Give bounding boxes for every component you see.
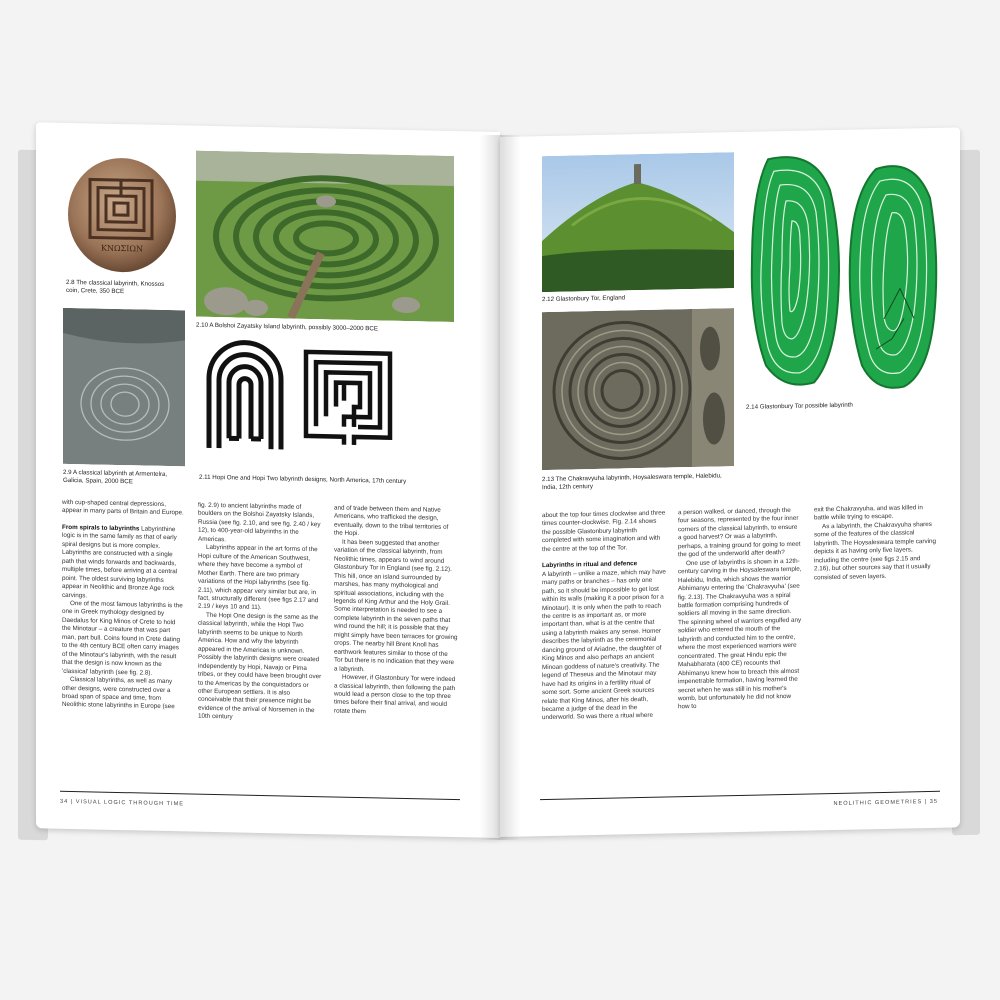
section-heading: From spirals to labyrinths [62,523,140,533]
coin-inscription: ΚΝΩΣΙΩΝ [100,243,144,254]
caption-fig-2-14: 2.14 Glastonbury Tor possible labyrinth [746,401,853,411]
paragraph: exit the Chakravyuha, and was killed in battle while trying to escape. [814,504,923,522]
caption-fig-2-8: 2.8 The classical labyrinth, Knossos coin, Crete, 350 BCE [66,278,165,295]
chakravyuha-carving-photo [542,308,734,470]
caption-fig-2-13: 2.13 The Chakravyuha labyrinth, Hoysaleswara temple, Halebidu, India, 12th century [542,472,722,491]
left-folio: 34 | VISUAL LOGIC THROUGH TIME [60,798,184,808]
paragraph: One use of labyrinths is shown in a 12th-century carving in the Hoysaleswara temple, Halebidu, India, which shows the warrior Abhimanyu entering the 'Chakravyuha' (see fig. 2.13). The Chakravyuha was a spiral battle formation comprising hundreds of soldiers all moving in the same direction. The spinning wheel of warriors engulfed any soldier who entered the mouth of the labyrinth and conducted him to the centre, where the most experienced warriors were concentrated. The great Hindu epic the Mahabharata (400 CE) recounts that Abhimanyu knew how to breach this almost impenetrable formation, having learned the secret when he was still in his mother's womb, but unfortunately he did not know how to [678,557,802,711]
tor-model-right [850,165,937,389]
right-column-2 [678,507,802,712]
paragraph: and of trade between them and Native Americans, who trafficked the design, eventually, down to the tribal territories of the Hopi. [334,504,449,538]
knossos-coin-image [66,155,178,275]
left-page [36,122,500,838]
paragraph: A labyrinth – unlike a maze, which may have many paths or branches – has only one path, so it should be impossible to get lost within its walls (making it a poor prison for a Minotaur). It is only when the path to reach the centre is as important as, or more important than, what is at the centre that using a labyrinth makes any sense. Homer describes the labyrinth as the ceremonial dancing ground of Ariadne, the daughter of King Minos and also perhaps an ancient Minoan goddess of nature's creativity. The legend of Theseus and the Minotaur may have had its origins in a fertility ritual of some sort. Some ancient Greek sources relate that King Minos, after his death, became a judge of the dead in the underworld. So was there a ritual where [542,568,666,722]
footer-rule [540,791,940,800]
right-column-1 [542,510,666,723]
caption-fig-2-11: 2.11 Hopi One and Hopi Two labyrinth designs, North America, 17th century [199,473,407,486]
armentelra-rock-labyrinth-photo [63,308,185,467]
paragraph: fig. 2.9) to ancient labyrinths made of boulders on the Bolshoi Zayatsky Islands, Russia (see fig. 2.10, and see fig. 2.40 / key 12), to 400-year-old labyrinths in the Americas. [198,501,321,544]
glastonbury-tor-photo [542,152,734,292]
caption-fig-2-9: 2.9 A classical labyrinth at Armentelra, Galicia, Spain, 2000 BCE [63,468,168,485]
paragraph: As a labyrinth, the Chakravyuha shares some of the features of the classical labyrinth. The Hoysaleswara temple carving depicts it as having only five layers, including the centre (see figs 2.15 and 2.16), but other sources say that it usually consisted of seven layers. [814,520,937,582]
hopi-two-labyrinth-drawing [298,344,398,450]
caption-fig-2-10: 2.10 A Bolshoi Zayatsky Island labyrinth, possibly 3000–2000 BCE [196,321,378,333]
paragraph: Labyrinths appear in the art forms of the Hopi culture of the American Southwest, where they have become a symbol of Mother Earth. There are two primary variations of the Hopi labyrinths (see fig. 2.11), which appear very similar but are, in fact, structurally different (see figs 2.17 and 2.19 / keys 10 and 11). [198,544,319,612]
paragraph: with cup-shaped central depressions, appear in many parts of Britain and Europe. [62,498,184,517]
paragraph: a person walked, or danced, through the four seasons, represented by the four inner corners of the classical labyrinth, to ensure a good harvest? Or was a labyrinth, perhaps, a training ground for going to meet the god of the underworld after death? [678,506,801,559]
paragraph: The Hopi One design is the same as the classical labyrinth, while the Hopi Two labyrinth seems to be unique to North America. How and why the labyrinth appeared in the Americas is unknown. Possibly the labyrinth designs were created independently by Hopi, Navajo or Pima tribes, or they could have been brought over to the Americas by the conquistadors or other European settlers. It is also conceivable that their presence might be evidence of the arrival of Norsemen in the 10th century [198,611,322,721]
footer-rule [60,791,460,800]
tor-model-left [752,156,839,386]
left-column-1 [62,499,184,712]
right-column-3 [814,504,938,583]
right-folio: NEOLITHIC GEOMETRIES | 35 [833,798,938,808]
paragraph: However, if Glastonbury Tor were indeed a classical labyrinth, then following the path would lead a person close to the top three times before their final arrival, and would rotate them [334,673,456,716]
section-heading: Labyrinths in ritual and defence [542,560,638,570]
caption-fig-2-12: 2.12 Glastonbury Tor, England [542,294,626,304]
right-page [500,127,960,837]
paragraph: about the top four times clockwise and three times counter-clockwise. Fig. 2.14 shows the possible Glastonbury labyrinth completed with some imagination and with the centre at the top of the Tor. [542,509,666,553]
glastonbury-labyrinth-models [744,148,940,398]
left-column-3 [334,505,458,719]
bolshoi-zayatsky-labyrinth-photo [196,151,454,322]
paragraph: Labyrinthine logic is in the same family as that of early spiral designs but is more complex. Labyrinths are constructed with a single path that winds forwards and backwards, multiple times, before arriving at a central point. The oldest surviving labyrinths appear in Neolithic and Bronze Age rock carvings. [62,525,178,599]
paragraph: One of the most famous labyrinths is the one in Greek mythology designed by Daedalus for King Minos of Crete to hold the Minotaur – a creature that was part man, part bull. Coins found in Crete dating to the 4th century BCE often carry images of the Minotaur's labyrinth, with the result that the design is now known as the 'classical' labyrinth (see fig. 2.8). [62,599,183,677]
hopi-one-labyrinth-drawing [199,338,291,456]
left-column-2 [198,502,322,724]
paragraph: It has been suggested that another variation of the classical labyrinth, from Neolithic times, appears to wind around Glastonbury Tor in England (see fig. 2.12). This hill, once an island surrounded by marshes, has many mythological and spiritual associations, including with the legends of King Arthur and the Holy Grail. Some interpretation is needed to see a complete labyrinth in the seven paths that wind round the hill; it is possible that they might simply have been terraces for growing crops. The nearby hill Brent Knoll has earthwork features similar to those of the Tor but there is no indication that they were a labyrinth. [334,538,458,673]
paragraph: Classical labyrinths, as well as many other designs, were constructed over a broad span of space and time, from Neolithic stone labyrinths in Europe (see [62,676,175,711]
